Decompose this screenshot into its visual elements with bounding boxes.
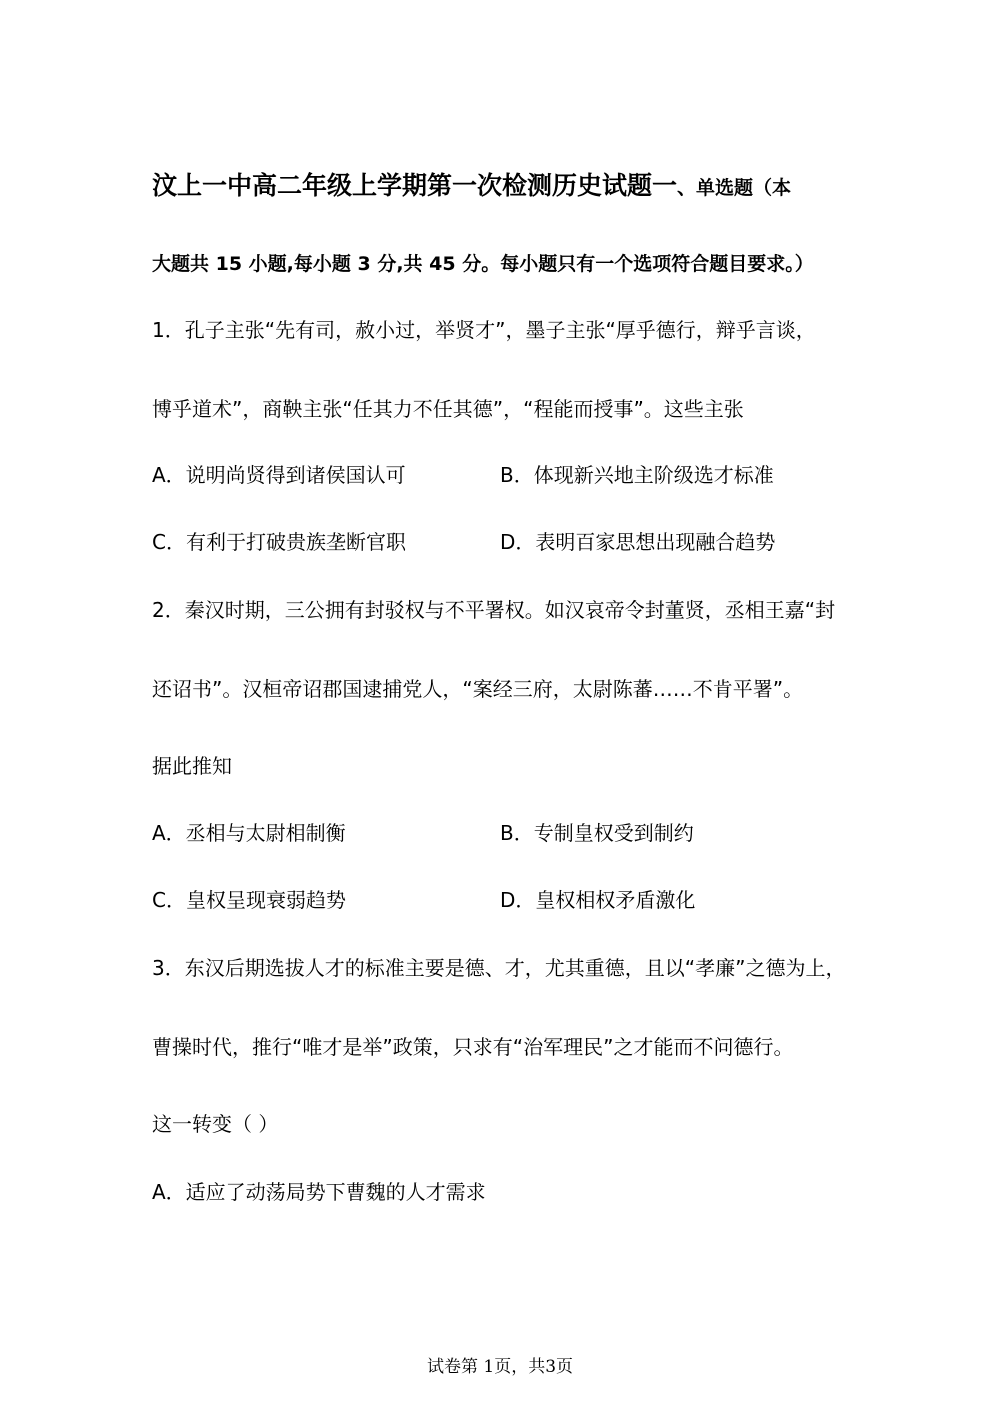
q1-option-b: B．体现新兴地主阶级选才标准 xyxy=(500,463,774,487)
q3-stem-line-1: 3．东汉后期选拔人才的标准主要是德、才，尤其重德，且以“孝廉”之德为上， xyxy=(152,956,846,980)
exam-title-tail: 、单选题（本 xyxy=(677,177,792,199)
q1-stem-line-1: 1．孔子主张“先有司，赦小过，举贤才”，墨子主张“厚乎德行，辩乎言谈， xyxy=(152,318,816,342)
q1-stem-line-2: 博乎道术”，商鞅主张“任其力不任其德”，“程能而授事”。这些主张 xyxy=(152,397,744,421)
q2-option-a: A．丞相与太尉相制衡 xyxy=(152,821,346,845)
q3-stem-line-3: 这一转变（ ） xyxy=(152,1112,279,1136)
section-instructions: 大题共 15 小题,每小题 3 分,共 45 分。每小题只有一个选项符合题目要求。） xyxy=(152,253,814,275)
exam-title xyxy=(152,170,791,204)
q2-option-c: C．皇权呈现衰弱趋势 xyxy=(152,888,346,912)
q1-option-c: C．有利于打破贵族垄断官职 xyxy=(152,530,406,554)
exam-title-main: 汶上一中高二年级上学期第一次检测历史试题一 xyxy=(152,171,678,200)
q2-stem-line-3: 据此推知 xyxy=(152,754,232,778)
q3-stem-line-2: 曹操时代，推行“唯才是举”政策，只求有“治军理民”之才能而不问德行。 xyxy=(152,1035,794,1059)
q2-option-d: D．皇权相权矛盾激化 xyxy=(500,888,696,912)
q2-option-b: B．专制皇权受到制约 xyxy=(500,821,694,845)
q2-stem-line-2: 还诏书”。汉桓帝诏郡国逮捕党人，“案经三府，太尉陈蕃……不肯平署”。 xyxy=(152,677,804,701)
page-footer: 试卷第 1页，共3页 xyxy=(426,1357,574,1377)
q3-option-a: A．适应了动荡局势下曹魏的人才需求 xyxy=(152,1180,486,1204)
q1-option-a: A．说明尚贤得到诸侯国认可 xyxy=(152,463,406,487)
q2-stem-line-1: 2．秦汉时期，三公拥有封驳权与不平署权。如汉哀帝令封董贤，丞相王嘉“封 xyxy=(152,598,836,622)
q1-option-d: D．表明百家思想出现融合趋势 xyxy=(500,530,776,554)
